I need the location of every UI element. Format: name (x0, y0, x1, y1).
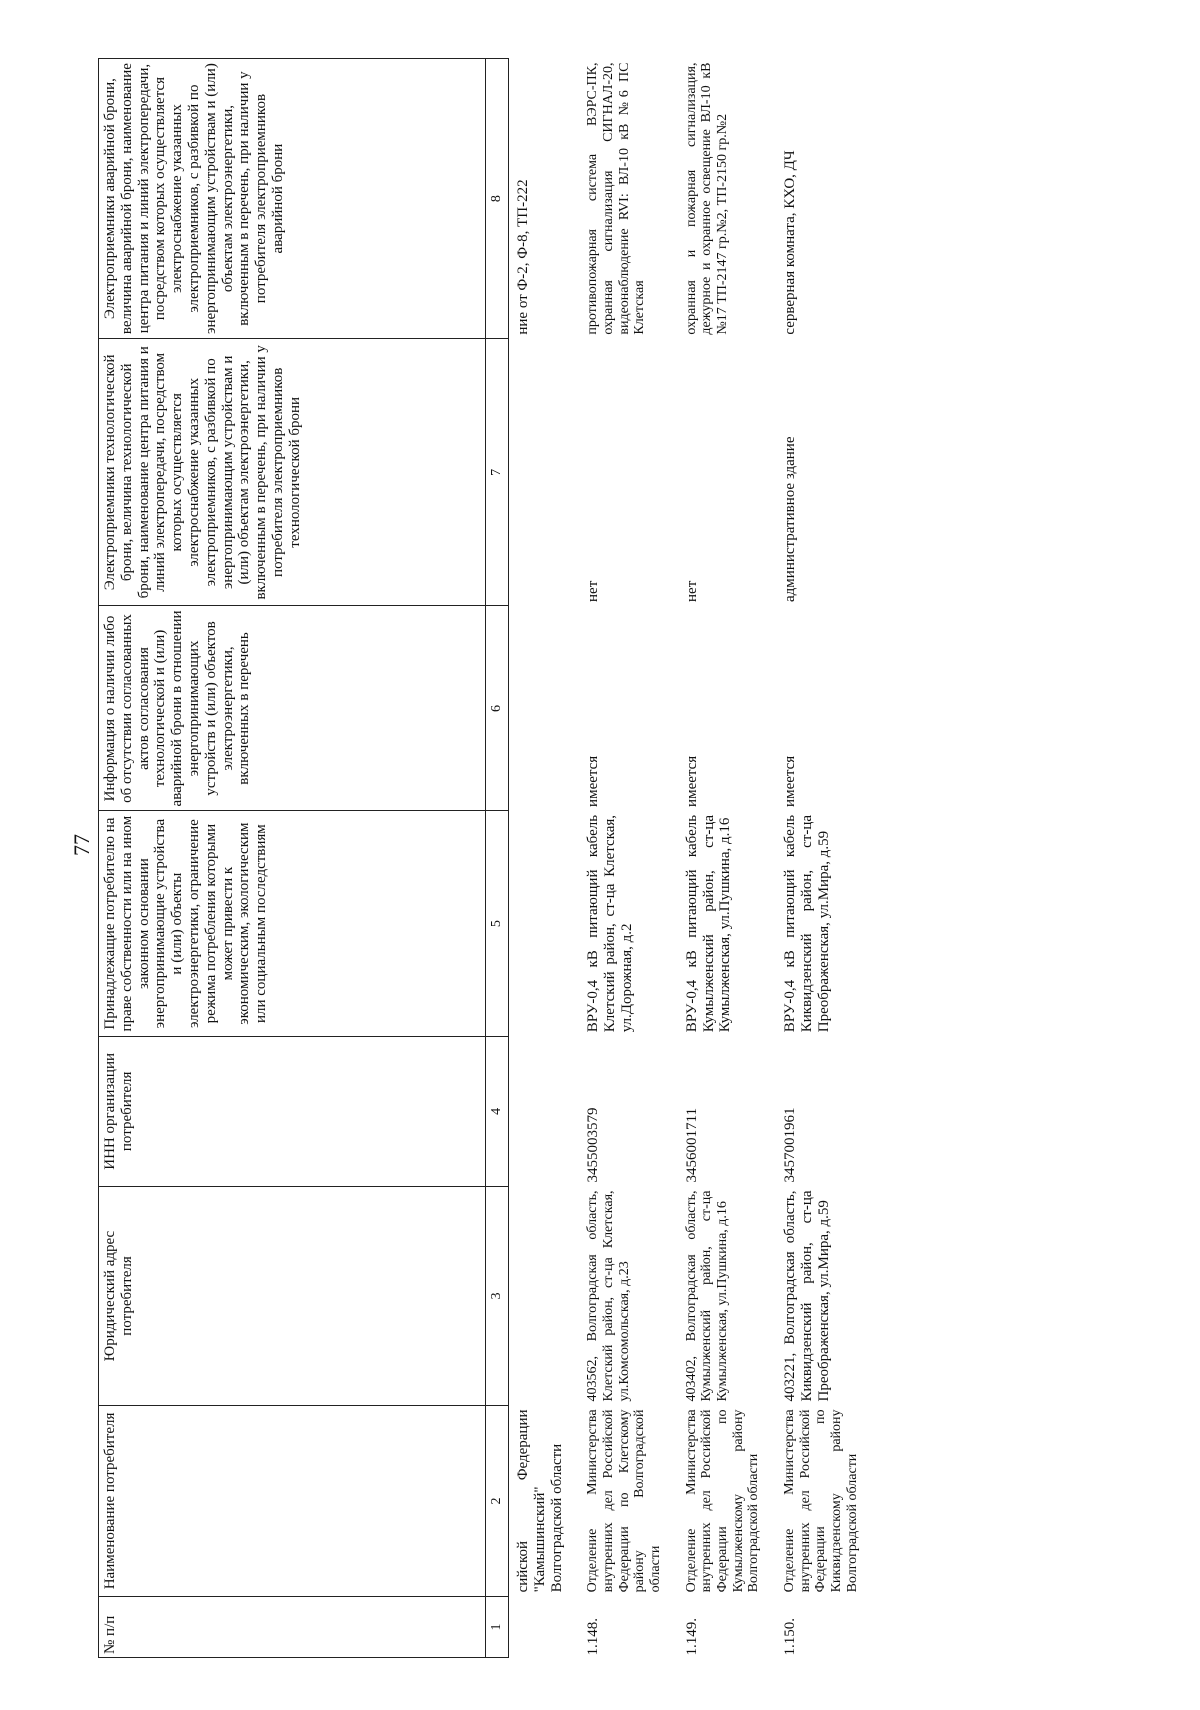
consumer-devices: ВРУ-0,4 кВ питающий кабель Киквидзенский район, ст-ца Преображенская, ул.Мира, д.59 (782, 814, 832, 1033)
row-number: 1.148. (585, 1618, 602, 1656)
consumer-tech-reserve: административное здание (782, 436, 799, 602)
column-number: 3 (486, 1186, 509, 1405)
table-row (579, 59, 677, 1658)
consumer-emergency-reserve: охранная и пожарная сигнализация, дежурное и охранное освещение ВЛ-10 кВ №17 ТП-2147 гр.№2, ТП-2150 гр.№2 (683, 62, 731, 335)
consumer-name: Отделение Министерства внутренних дел Российской Федерации по Кумылженскому району Волгоградской области (683, 1409, 762, 1593)
header-tech-reserve: Электроприемники технологической брони, величина технологической брони, наименование центра питания и линий электропередачи, посредством которых осуществляется электроснабжение указанных электроприемников, с разбивкой по энергопринимающим устройствам и (или) объектам электроэнергетики, включенным в перечень, при наличии у потребителя электроприемников технологической брони (99, 339, 486, 606)
consumer-inn: 3455003579 (585, 1107, 602, 1183)
column-number-row (486, 59, 509, 1658)
row-number: 1.149. (683, 1618, 700, 1656)
column-number: 4 (486, 1036, 509, 1186)
header-acts: Информация о наличии либо об отсутствии согласованных актов согласования технологической и (или) аварийной брони в отношении энергопринимающих устройств и (или) объектов электроэнергетики, включенных в перечень (99, 606, 486, 811)
header-inn: ИНН организации потребителя (99, 1036, 486, 1186)
continuation-name: сийской Федерации "Камышинский" Волгоградской области (515, 1409, 565, 1593)
column-number: 2 (486, 1405, 509, 1596)
consumer-inn: 3456001711 (683, 1108, 700, 1183)
consumer-tech-reserve: нет (683, 580, 700, 602)
consumer-address: 403221, Волгоградская область, Киквидзенский район, ст-ца Преображенская, ул.Мира, д.59 (782, 1190, 832, 1402)
table-row (776, 59, 874, 1658)
column-number: 5 (486, 811, 509, 1036)
consumer-devices: ВРУ-0,4 кВ питающий кабель Клетский район, ст-ца Клетская, ул.Дорожная, д.2 (585, 814, 635, 1033)
consumer-address: 403402, Волгоградская область, Кумылженский район, ст-ца Кумылженская, ул.Пушкина, д.16 (683, 1190, 731, 1402)
column-number: 1 (486, 1596, 509, 1657)
header-name: Наименование потребителя (99, 1405, 486, 1596)
header-number: № п/п (99, 1596, 486, 1657)
consumer-name: Отделение Министерства внутренних дел Российской Федерации по Киквидзенскому району Волгоградской области (782, 1409, 860, 1593)
consumer-name: Отделение Министерства внутренних дел Российской Федерации по Клетскому району Волгоградской области (585, 1409, 664, 1593)
consumer-acts: имеется (782, 755, 799, 807)
column-number: 7 (486, 339, 509, 606)
consumer-devices: ВРУ-0,4 кВ питающий кабель Кумылженский район, ст-ца Кумылженская, ул.Пушкина, д.16 (683, 814, 734, 1033)
header-address: Юридический адрес потребителя (99, 1186, 486, 1405)
column-number: 8 (486, 59, 509, 339)
consumer-inn: 3457001961 (782, 1107, 799, 1183)
row-number: 1.150. (782, 1618, 799, 1656)
rotated-table-sheet (98, 58, 1143, 1658)
header-emergency-reserve: Электроприемники аварийной брони, величина аварийной брони, наименование центра питания и линий электропередачи, посредством которых осуществляется электроснабжение указанных электроприемников, с разбивкой по энергопринимающим устройствам и (или) объектам электроэнергетики, включенным в перечень, при наличии у потребителя электроприемников аварийной брони (99, 59, 486, 339)
page-number: 77 (69, 834, 94, 856)
table-row (678, 59, 776, 1658)
column-number: 6 (486, 606, 509, 811)
consumer-address: 403562, Волгоградская область, Клетский район, ст-ца Клетская, ул.Комсомольская, д.23 (585, 1190, 632, 1402)
consumer-emergency-reserve: серверная комната, КХО, ДЧ (782, 150, 799, 335)
consumer-acts: имеется (585, 755, 602, 807)
continuation-emergency: ние от Ф-2, Ф-8, ТП-222 (515, 179, 531, 335)
consumer-emergency-reserve: противопожарная система ВЭРС-ПК, охранная сигнализация СИГНАЛ-20, видеонаблюдение RVI: ВЛ-10 кВ №6 ПС Клетская (585, 62, 648, 335)
continuation-row (509, 59, 580, 1658)
consumer-acts: имеется (683, 755, 700, 807)
header-devices: Принадлежащие потребителю на праве собственности или на ином законном основании энергопринимающие устройства и (или) объекты электроэнергетики, ограничение режима потребления которыми может привести к экономическим, экологическим или социальным последствиям (99, 811, 486, 1036)
consumers-table (98, 58, 874, 1658)
header-row (99, 59, 486, 1658)
consumer-tech-reserve: нет (585, 580, 602, 602)
